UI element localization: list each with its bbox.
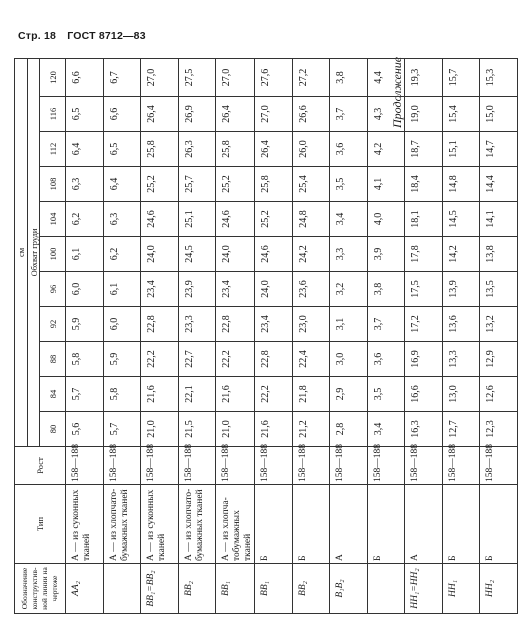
measurement-cell: 25,7	[178, 167, 216, 202]
continued-label: Продолжение	[390, 56, 404, 128]
measurement-cell: 19,3	[405, 58, 443, 96]
measurement-cell: 26,0	[292, 132, 330, 167]
row-code-cell: HH₁	[442, 564, 480, 614]
measurement-cell: 4,1	[367, 167, 405, 202]
measurement-cell: 24,8	[292, 202, 330, 237]
measurement-cell: 5,9	[66, 307, 104, 342]
measurement-cell: 14,5	[442, 202, 480, 237]
row-type-cell: А — из суконных тканей	[141, 485, 179, 564]
measurement-cell: 25,1	[178, 202, 216, 237]
chest-size-header: 120	[40, 58, 66, 96]
measurement-cell: 24,5	[178, 237, 216, 272]
table-row	[480, 58, 518, 613]
measurement-cell: 3,0	[330, 342, 368, 377]
row-rost-cell: 158—188	[442, 447, 480, 485]
measurement-cell: 14,2	[442, 237, 480, 272]
chest-header: Обхват груди	[28, 58, 40, 446]
chest-size-header: 116	[40, 97, 66, 132]
unit-header: см	[15, 58, 28, 446]
measurement-cell: 25,8	[141, 132, 179, 167]
row-type-cell: Б	[480, 485, 518, 564]
measurement-cell: 4,0	[367, 202, 405, 237]
measurement-cell: 17,2	[405, 307, 443, 342]
measurement-cell: 15,3	[480, 58, 518, 96]
page-header	[18, 30, 154, 42]
row-type-cell: Б	[255, 485, 293, 564]
measurement-cell: 5,9	[103, 342, 141, 377]
row-type-cell: А	[405, 485, 443, 564]
measurement-cell: 15,4	[442, 97, 480, 132]
measurement-cell: 3,6	[330, 132, 368, 167]
measurement-cell: 6,1	[103, 272, 141, 307]
measurement-cell: 6,7	[103, 58, 141, 96]
row-rost-cell: 158—188	[141, 447, 179, 485]
table-row	[178, 58, 216, 613]
measurement-cell: 25,8	[255, 167, 293, 202]
measurement-cell: 24,6	[216, 202, 255, 237]
measurements-table	[14, 58, 518, 614]
row-type-cell: Б	[292, 485, 330, 564]
measurement-cell: 12,9	[480, 342, 518, 377]
measurement-cell: 27,5	[178, 58, 216, 96]
measurement-cell: 26,4	[216, 97, 255, 132]
measurement-cell: 5,7	[103, 412, 141, 447]
chest-size-header: 92	[40, 307, 66, 342]
table-row	[292, 58, 330, 613]
measurement-cell: 21,6	[216, 377, 255, 412]
measurement-cell: 6,5	[66, 97, 104, 132]
measurement-cell: 24,0	[216, 237, 255, 272]
measurement-cell: 23,4	[141, 272, 179, 307]
measurement-cell: 26,3	[178, 132, 216, 167]
row-rost-cell: 158—188	[255, 447, 293, 485]
measurement-cell: 22,8	[216, 307, 255, 342]
measurement-cell: 18,7	[405, 132, 443, 167]
measurement-cell: 26,9	[178, 97, 216, 132]
page-number: Стр. 18	[18, 30, 57, 42]
measurement-cell: 17,8	[405, 237, 443, 272]
measurement-cell: 6,4	[103, 167, 141, 202]
row-type-cell: А — из суконных тканей	[66, 485, 104, 564]
measurement-cell: 14,4	[480, 167, 518, 202]
row-rost-cell: 158—188	[216, 447, 255, 485]
row-code-cell	[103, 564, 141, 614]
measurement-cell: 6,0	[66, 272, 104, 307]
measurement-cell: 22,7	[178, 342, 216, 377]
measurement-cell: 15,7	[442, 58, 480, 96]
measurement-cell: 23,0	[292, 307, 330, 342]
measurement-cell: 23,4	[216, 272, 255, 307]
row-rost-cell: 158—188	[367, 447, 405, 485]
measurement-cell: 6,2	[66, 202, 104, 237]
measurement-cell: 26,4	[141, 97, 179, 132]
measurement-cell: 3,6	[367, 342, 405, 377]
measurement-cell: 22,4	[292, 342, 330, 377]
measurement-cell: 27,6	[255, 58, 293, 96]
chest-size-header: 84	[40, 377, 66, 412]
measurement-cell: 6,6	[66, 58, 104, 96]
measurement-cell: 3,9	[367, 237, 405, 272]
table-row	[367, 58, 405, 613]
chest-size-header: 100	[40, 237, 66, 272]
measurement-cell: 12,7	[442, 412, 480, 447]
row-code-cell	[367, 564, 405, 614]
table-body	[66, 58, 518, 613]
measurement-cell: 24,6	[141, 202, 179, 237]
measurement-cell: 21,6	[255, 412, 293, 447]
table-row	[103, 58, 141, 613]
table-header	[15, 58, 66, 613]
measurement-cell: 22,2	[141, 342, 179, 377]
measurement-cell: 18,1	[405, 202, 443, 237]
row-code-cell: AA₂	[66, 564, 104, 614]
measurement-cell: 3,4	[330, 202, 368, 237]
table-row	[141, 58, 179, 613]
type-column-header: Тип	[15, 485, 66, 564]
measurement-cell: 21,0	[141, 412, 179, 447]
row-code-cell: BB₁	[216, 564, 255, 614]
measurement-cell: 21,0	[216, 412, 255, 447]
row-type-cell: Б	[442, 485, 480, 564]
measurement-cell: 13,2	[480, 307, 518, 342]
row-type-cell: Б	[367, 485, 405, 564]
table-row	[405, 58, 443, 613]
measurement-cell: 24,0	[255, 272, 293, 307]
measurement-cell: 24,2	[292, 237, 330, 272]
measurement-cell: 25,2	[141, 167, 179, 202]
measurement-cell: 3,7	[367, 307, 405, 342]
measurement-cell: 24,6	[255, 237, 293, 272]
measurement-cell: 6,2	[103, 237, 141, 272]
table-row	[330, 58, 368, 613]
measurement-cell: 23,3	[178, 307, 216, 342]
row-rost-cell: 158—188	[103, 447, 141, 485]
row-rost-cell: 158—188	[178, 447, 216, 485]
measurement-cell: 12,6	[480, 377, 518, 412]
measurement-cell: 6,0	[103, 307, 141, 342]
measurement-cell: 4,3	[367, 97, 405, 132]
table-row	[442, 58, 480, 613]
table-row	[216, 58, 255, 613]
chest-size-header: 80	[40, 412, 66, 447]
measurement-cell: 13,6	[442, 307, 480, 342]
measurement-cell: 27,0	[141, 58, 179, 96]
measurement-cell: 25,2	[255, 202, 293, 237]
rost-column-header: Рост	[15, 447, 66, 485]
measurement-cell: 3,1	[330, 307, 368, 342]
measurement-cell: 18,4	[405, 167, 443, 202]
standard-code: ГОСТ 8712—83	[67, 30, 146, 42]
measurement-cell: 26,4	[255, 132, 293, 167]
measurement-cell: 5,6	[66, 412, 104, 447]
row-rost-cell: 158—188	[405, 447, 443, 485]
row-type-cell: А — из хлопчато-бумажных тканей	[178, 485, 216, 564]
measurement-cell: 25,4	[292, 167, 330, 202]
measurement-cell: 21,6	[141, 377, 179, 412]
measurement-cell: 5,8	[103, 377, 141, 412]
table-row	[66, 58, 104, 613]
measurement-cell: 4,2	[367, 132, 405, 167]
row-type-cell: А — из хлопча-тобумажных тканей	[216, 485, 255, 564]
measurement-cell: 16,6	[405, 377, 443, 412]
measurement-cell: 6,1	[66, 237, 104, 272]
measurement-cell: 4,4	[367, 58, 405, 96]
measurement-cell: 22,1	[178, 377, 216, 412]
measurement-cell: 6,5	[103, 132, 141, 167]
row-type-cell: А	[330, 485, 368, 564]
measurement-cell: 17,5	[405, 272, 443, 307]
chest-size-header: 96	[40, 272, 66, 307]
measurement-cell: 16,9	[405, 342, 443, 377]
row-code-cell: HH₂	[480, 564, 518, 614]
measurement-cell: 26,6	[292, 97, 330, 132]
measurement-cell: 27,0	[216, 58, 255, 96]
code-column-header: Обозначение конструктив-ной линии на чертеже	[15, 564, 66, 614]
measurement-cell: 3,4	[367, 412, 405, 447]
row-rost-cell: 158—188	[330, 447, 368, 485]
row-rost-cell: 158—188	[292, 447, 330, 485]
measurement-cell: 6,3	[66, 167, 104, 202]
measurement-cell: 14,8	[442, 167, 480, 202]
measurement-cell: 3,7	[330, 97, 368, 132]
measurement-cell: 3,2	[330, 272, 368, 307]
measurement-cell: 23,4	[255, 307, 293, 342]
measurement-cell: 6,6	[103, 97, 141, 132]
measurement-cell: 15,1	[442, 132, 480, 167]
row-rost-cell: 158—188	[480, 447, 518, 485]
measurement-cell: 3,5	[330, 167, 368, 202]
row-rost-cell: 158—188	[66, 447, 104, 485]
measurement-cell: 25,8	[216, 132, 255, 167]
measurement-cell: 23,6	[292, 272, 330, 307]
measurement-cell: 3,8	[330, 58, 368, 96]
measurement-cell: 5,8	[66, 342, 104, 377]
measurement-cell: 13,9	[442, 272, 480, 307]
measurement-cell: 21,5	[178, 412, 216, 447]
chest-size-header: 108	[40, 167, 66, 202]
measurement-cell: 3,8	[367, 272, 405, 307]
measurement-cell: 12,3	[480, 412, 518, 447]
row-code-cell: BB₂	[292, 564, 330, 614]
row-code-cell: HH₁=HH₂	[405, 564, 443, 614]
measurement-cell: 27,0	[255, 97, 293, 132]
measurement-cell: 13,0	[442, 377, 480, 412]
row-code-cell: BB₁=BB₂	[141, 564, 179, 614]
measurement-cell: 13,3	[442, 342, 480, 377]
row-code-cell: BB₁	[255, 564, 293, 614]
measurement-cell: 21,2	[292, 412, 330, 447]
measurement-cell: 19,0	[405, 97, 443, 132]
measurement-cell: 22,8	[141, 307, 179, 342]
measurement-cell: 13,8	[480, 237, 518, 272]
measurement-cell: 22,2	[255, 377, 293, 412]
measurement-cell: 14,7	[480, 132, 518, 167]
measurement-cell: 16,3	[405, 412, 443, 447]
table-row	[255, 58, 293, 613]
measurement-cell: 3,5	[367, 377, 405, 412]
chest-size-header: 88	[40, 342, 66, 377]
row-type-cell: А — из хлопчато-бумажных тканей	[103, 485, 141, 564]
measurement-cell: 5,7	[66, 377, 104, 412]
chest-size-header: 104	[40, 202, 66, 237]
measurement-cell: 22,2	[216, 342, 255, 377]
measurement-cell: 21,8	[292, 377, 330, 412]
measurement-cell: 13,5	[480, 272, 518, 307]
measurement-cell: 6,4	[66, 132, 104, 167]
measurement-cell: 14,1	[480, 202, 518, 237]
measurement-cell: 24,0	[141, 237, 179, 272]
measurement-cell: 6,3	[103, 202, 141, 237]
chest-size-header: 112	[40, 132, 66, 167]
measurement-cell: 23,9	[178, 272, 216, 307]
measurement-cell: 3,3	[330, 237, 368, 272]
measurement-cell: 2,8	[330, 412, 368, 447]
measurement-cell: 22,8	[255, 342, 293, 377]
measurement-cell: 2,9	[330, 377, 368, 412]
row-code-cell: BB₂	[178, 564, 216, 614]
measurement-cell: 15,0	[480, 97, 518, 132]
measurement-cell: 25,2	[216, 167, 255, 202]
measurement-cell: 27,2	[292, 58, 330, 96]
row-code-cell: B₁B₂	[330, 564, 368, 614]
